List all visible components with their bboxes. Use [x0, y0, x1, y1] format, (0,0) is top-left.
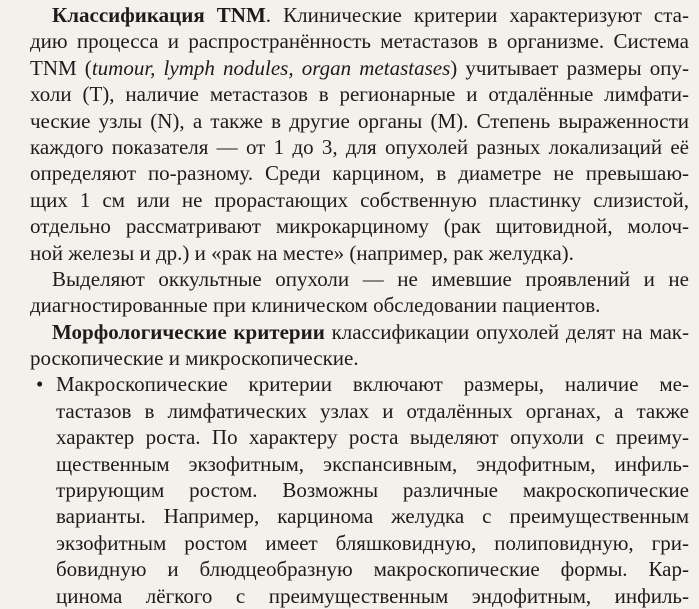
- text-line: Выделяют оккультные опухоли — не имевшие проявлений и не: [52, 266, 689, 291]
- text-line: щих 1 см или не прорастающих собственную пластинку слизистой,: [30, 187, 689, 212]
- paragraph-tnm: [30, 2, 689, 266]
- text-line: тастазов в лимфатических узлах и отдалённых органах, а также: [56, 398, 689, 423]
- text-line: отдельно рассматривают микрокарциному (рак щитовидной, молоч-: [30, 214, 689, 239]
- text-line: характер роста. По характеру роста выделяют опухоли с преиму-: [56, 425, 689, 450]
- text-line: дию процесса и распространённость метастазов в организме. Система: [30, 29, 689, 54]
- text-line: ческие узлы (N), а также в другие органы (M). Степень выраженности: [30, 108, 689, 133]
- italic-term: tumour, lymph nodules, organ metastases: [91, 55, 451, 80]
- bullet-item-macroscopic: [30, 371, 689, 609]
- text-span: ) учитывает размеры опу-: [450, 55, 689, 80]
- text-line: каждого показателя — от 1 до 3, для опухолей разных локализаций её: [30, 134, 689, 159]
- text-line: бовидную и блюдцеобразную макроскопические формы. Кар-: [56, 557, 689, 582]
- text-line: диагностированные при клиническом обследовании пациентов.: [30, 293, 601, 318]
- text-line: экзофитным ростом имеет бляшковидную, полиповидную, гри-: [56, 530, 689, 555]
- text-line: холи (T), наличие метастазов в регионарные и отдалённые лимфати-: [30, 82, 689, 107]
- text-span: TNM (: [30, 55, 92, 80]
- text-line: щественным экзофитным, экспансивным, эндофитным, инфиль-: [56, 451, 689, 476]
- paragraph-occult: [30, 266, 689, 319]
- text-line: роскопические и микроскопические.: [30, 346, 359, 371]
- text-line: [30, 55, 689, 81]
- text-line: Макроскопические критерии включают размеры, наличие ме-: [56, 372, 689, 397]
- text-line: [30, 2, 689, 28]
- text-line: определяют по-разному. Среди карцином, в диаметре не превышаю-: [30, 161, 689, 186]
- term-morphology-heading: Морфологические критерии: [52, 319, 325, 344]
- text-line: цинома лёгкого с преимущественным эндофитным, инфиль-: [56, 583, 689, 608]
- text-span: . Клинические критерии характеризуют ста-: [265, 3, 689, 27]
- text-line: трирующим ростом. Возможны различные макроскопические: [56, 478, 689, 503]
- term-tnm-heading: Классификация TNM: [52, 3, 266, 27]
- bullet-icon: •: [36, 372, 44, 397]
- text-line: [30, 319, 689, 345]
- text-span: классификации опухолей делят на мак-: [324, 319, 689, 344]
- text-line: варианты. Например, карцинома желудка с преимущественным: [56, 504, 689, 529]
- text-line: ной железы и др.) и «рак на месте» (например, рак желудка).: [30, 240, 574, 265]
- paragraph-morphology: [30, 319, 689, 372]
